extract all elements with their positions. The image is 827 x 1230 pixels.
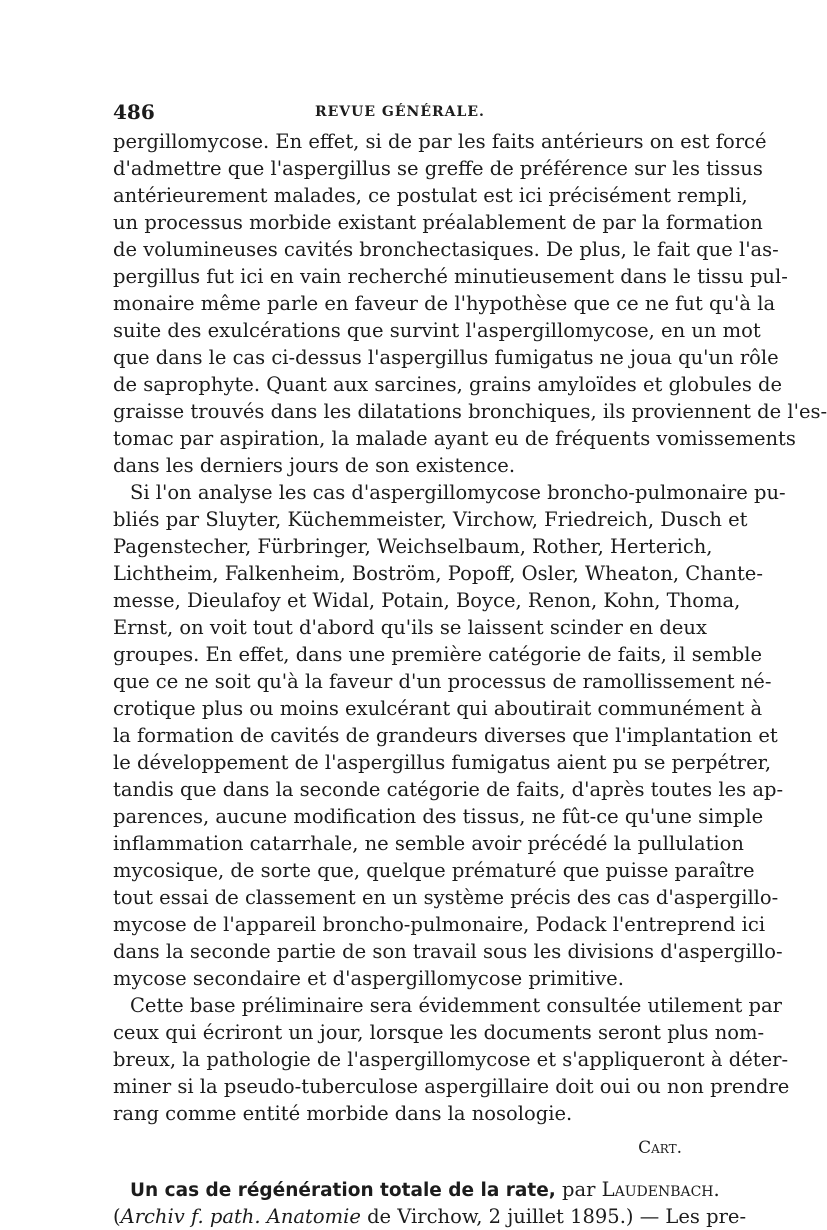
text-line: le développement de l'aspergillus fumigatus aient pu se perpétrer,: [113, 751, 772, 774]
text-line: pergillomycose. En effet, si de par les faits antérieurs on est forcé: [113, 130, 767, 153]
text-line: de saprophyte. Quant aux sarcines, grains amyloïdes et globules de: [113, 373, 783, 396]
text-line: mycose de l'appareil broncho-pulmonaire, Podack l'entreprend ici: [113, 913, 766, 936]
text-line: que ce ne soit qu'à la faveur d'un processus de ramollissement né-: [113, 670, 772, 693]
text-line: d'admettre que l'aspergillus se greffe de préférence sur les tissus: [113, 157, 763, 180]
text-line: pergillus fut ici en vain recherché minutieusement dans le tissu pul-: [113, 265, 788, 288]
article-source-line: [113, 1203, 747, 1230]
article-by: par: [562, 1178, 596, 1201]
text-line: rang comme entité morbide dans la nosologie.: [113, 1102, 573, 1125]
text-line: graisse trouvés dans les dilatations bronchiques, ils proviennent de l'es-: [113, 400, 827, 423]
text-line: bliés par Sluyter, Küchemmeister, Virchow, Friedreich, Dusch et: [113, 508, 748, 531]
text-line: dans la seconde partie de son travail sous les divisions d'aspergillo-: [113, 940, 783, 963]
text-line: inflammation catarrhale, ne semble avoir précédé la pullulation: [113, 832, 744, 855]
text-line: monaire même parle en faveur de l'hypothèse que ce ne fut qu'à la: [113, 292, 776, 315]
next-article: [113, 1176, 747, 1230]
source-open: (: [113, 1205, 121, 1228]
text-line: tomac par aspiration, la malade ayant eu de fréquents vomissements: [113, 427, 796, 450]
text-line: breux, la pathologie de l'aspergillomycose et s'appliqueront à déter-: [113, 1048, 789, 1071]
text-line: miner si la pseudo-tuberculose aspergillaire doit oui ou non prendre: [113, 1075, 790, 1098]
text-line: Si l'on analyse les cas d'aspergillomycose broncho-pulmonaire pu-: [130, 481, 786, 504]
page-number: 486: [113, 100, 155, 124]
text-line: messe, Dieulafoy et Widal, Potain, Boyce, Renon, Kohn, Thoma,: [113, 589, 741, 612]
paragraph-3: [113, 992, 790, 1127]
article-body: [113, 128, 827, 1230]
article-title: Un cas de régénération totale de la rate,: [130, 1180, 556, 1201]
text-line: Lichtheim, Falkenheim, Boström, Popoff, Osler, Wheaton, Chante-: [113, 562, 763, 585]
journal-name: Archiv f. path. Anatomie: [120, 1205, 361, 1228]
paragraph-1: [113, 128, 827, 479]
paragraph-2: [113, 479, 786, 992]
source-rest: de Virchow, 2 juillet 1895.) — Les pre-: [367, 1205, 747, 1228]
text-line: groupes. En effet, dans une première catégorie de faits, il semble: [113, 643, 763, 666]
text-line: mycose secondaire et d'aspergillomycose primitive.: [113, 967, 624, 990]
article-author: Laudenbach.: [601, 1178, 720, 1201]
signature: Cart.: [638, 1138, 682, 1158]
text-line: tandis que dans la seconde catégorie de faits, d'après toutes les ap-: [113, 778, 784, 801]
running-title: REVUE GÉNÉRALE.: [315, 104, 485, 120]
text-line: Pagenstecher, Fürbringer, Weichselbaum, Rother, Herterich,: [113, 535, 713, 558]
text-line: parences, aucune modification des tissus, ne fût-ce qu'une simple: [113, 805, 764, 828]
text-line: Ernst, on voit tout d'abord qu'ils se laissent scinder en deux: [113, 616, 707, 639]
text-line: crotique plus ou moins exulcérant qui aboutirait communément à: [113, 697, 763, 720]
text-line: de volumineuses cavités bronchectasiques. De plus, le fait que l'as-: [113, 238, 779, 261]
text-line: que dans le cas ci-dessus l'aspergillus fumigatus ne joua qu'un rôle: [113, 346, 779, 369]
text-line: dans les derniers jours de son existence.: [113, 454, 516, 477]
text-line: Cette base préliminaire sera évidemment consultée utilement par: [130, 994, 782, 1017]
text-line: antérieurement malades, ce postulat est ici précisément rempli,: [113, 184, 748, 207]
text-line: tout essai de classement en un système précis des cas d'aspergillo-: [113, 886, 779, 909]
page-header: [113, 100, 688, 130]
text-line: mycosique, de sorte que, quelque prématuré que puisse paraître: [113, 859, 755, 882]
text-line: la formation de cavités de grandeurs diverses que l'implantation et: [113, 724, 778, 747]
text-line: ceux qui écriront un jour, lorsque les documents seront plus nom-: [113, 1021, 765, 1044]
article-heading-line: [113, 1176, 720, 1203]
text-line: un processus morbide existant préalablement de par la formation: [113, 211, 763, 234]
section-gap: [113, 1162, 688, 1176]
text-line: suite des exulcérations que survint l'aspergillomycose, en un mot: [113, 319, 761, 342]
